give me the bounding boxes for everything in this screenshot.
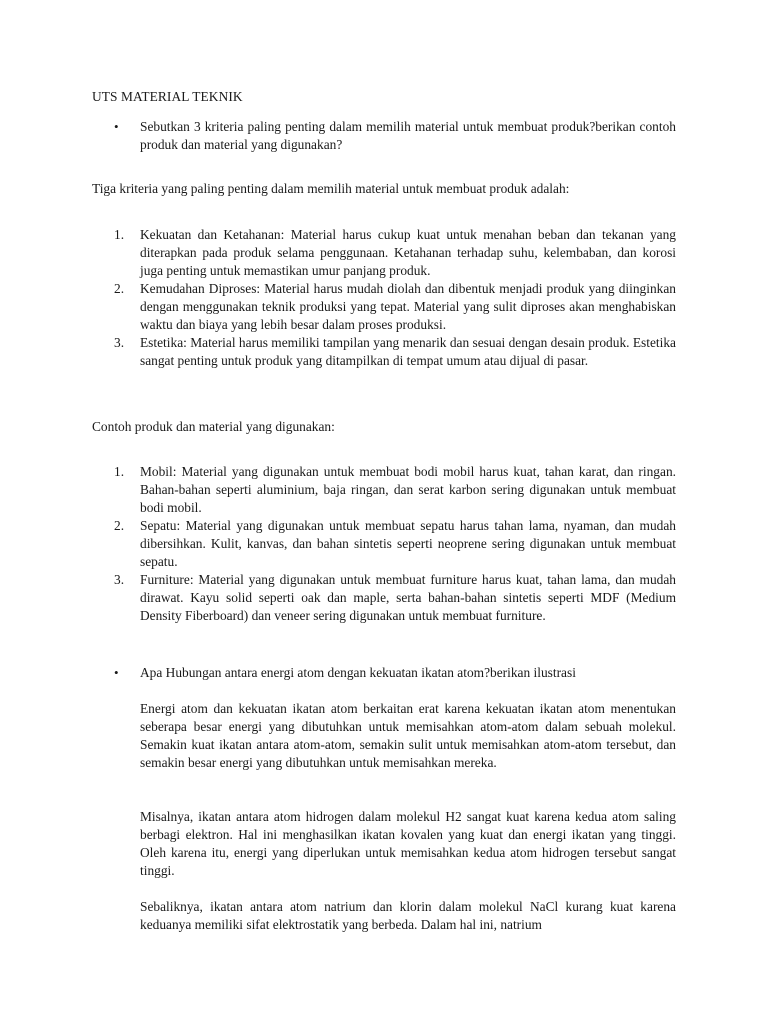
bullet-icon: •	[114, 119, 119, 134]
intro-examples: Contoh produk dan material yang digunakan:	[92, 419, 335, 434]
list-number: 1.	[114, 464, 125, 479]
question-1-text: Sebutkan 3 kriteria paling penting dalam memilih material untuk membuat produk?berikan contoh produk dan material yang digunakan?	[140, 119, 676, 152]
list-number: 3.	[114, 572, 125, 587]
examples-list	[92, 463, 676, 625]
list-item-text: Sepatu: Material yang digunakan untuk membuat sepatu harus tahan lama, nyaman, dan mudah dibersihkan. Kulit, kanvas, dan bahan sintetis seperti neoprene sering digunakan untuk membuat sepatu.	[140, 518, 676, 569]
question-2	[92, 664, 676, 682]
answer-2-paragraph-2: Misalnya, ikatan antara atom hidrogen dalam molekul H2 sangat kuat karena kedua atom saling berbagi elektron. Hal ini menghasilkan ikatan kovalen yang kuat dan energi ikatan yang tinggi. Oleh karena itu, energi yang diperlukan untuk memisahkan kedua atom hidrogen tersebut sangat tinggi.	[140, 809, 676, 878]
intro-criteria: Tiga kriteria yang paling penting dalam memilih material untuk membuat produk adalah:	[92, 181, 570, 196]
list-item	[92, 571, 676, 625]
answer-2-paragraph-3: Sebaliknya, ikatan antara atom natrium dan klorin dalam molekul NaCl kurang kuat karena keduanya memiliki sifat elektrostatik yang berbeda. Dalam hal ini, natrium	[140, 899, 676, 932]
list-number: 3.	[114, 335, 125, 350]
list-item	[92, 517, 676, 571]
bullet-icon: •	[114, 665, 119, 680]
question-1	[92, 118, 676, 154]
list-item	[92, 280, 676, 334]
list-item-text: Kekuatan dan Ketahanan: Material harus cukup kuat untuk menahan beban dan tekanan yang diterapkan pada produk selama penggunaan. Ketahanan terhadap suhu, kelembaban, dan korosi juga penting untuk memastikan umur panjang produk.	[140, 227, 676, 278]
list-number: 2.	[114, 518, 125, 533]
list-item-text: Estetika: Material harus memiliki tampilan yang menarik dan sesuai dengan desain produk. Estetika sangat penting untuk produk yang ditampilkan di tempat umum atau dijual di pasar.	[140, 335, 676, 368]
list-item-text: Kemudahan Diproses: Material harus mudah diolah dan dibentuk menjadi produk yang diinginkan dengan menggunakan teknik produksi yang tepat. Material yang sulit diproses akan menghabiskan waktu dan biaya yang lebih besar dalam proses produksi.	[140, 281, 676, 332]
question-2-text: Apa Hubungan antara energi atom dengan kekuatan ikatan atom?berikan ilustrasi	[140, 665, 576, 680]
answer-2-paragraph-1: Energi atom dan kekuatan ikatan atom berkaitan erat karena kekuatan ikatan atom menentukan seberapa besar energi yang dibutuhkan untuk memisahkan atom-atom dalam sebuah molekul. Semakin kuat ikatan antara atom-atom, semakin sulit untuk memisahkan atom-atom tersebut, dan semakin besar energi yang dibutuhkan untuk memisahkan mereka.	[140, 701, 676, 770]
list-item	[92, 334, 676, 370]
list-item-text: Mobil: Material yang digunakan untuk membuat bodi mobil harus kuat, tahan karat, dan ringan. Bahan-bahan seperti aluminium, baja ringan, dan serat karbon sering digunakan untuk membuat bodi mobil.	[140, 464, 676, 515]
criteria-list	[92, 226, 676, 370]
list-item-text: Furniture: Material yang digunakan untuk membuat furniture harus kuat, tahan lama, dan mudah dirawat. Kayu solid seperti oak dan maple, serta bahan-bahan sintetis seperti MDF (Medium Density Fiberboard) dan veneer sering digunakan untuk membuat furniture.	[140, 572, 676, 623]
list-number: 2.	[114, 281, 125, 296]
document-title: UTS MATERIAL TEKNIK	[92, 89, 243, 104]
list-number: 1.	[114, 227, 125, 242]
list-item	[92, 226, 676, 280]
list-item	[92, 463, 676, 517]
